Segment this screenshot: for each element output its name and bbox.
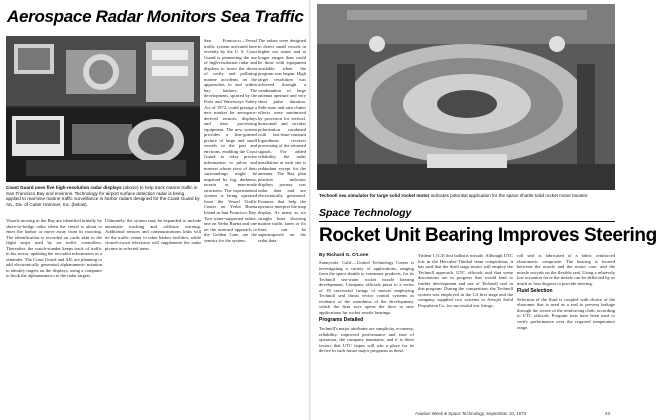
- photo-caption-radar: [6, 185, 200, 207]
- subhead-programs: Programs Detailed: [319, 317, 364, 324]
- caption-lead: Technoll sea simulator for large solid rocket motor: [319, 193, 430, 198]
- page-number: 43: [605, 411, 610, 416]
- caption-body: indicates potential application for the space shuttle solid rocket motor booster.: [429, 193, 589, 198]
- section-label: Space Technology: [319, 207, 412, 219]
- right-page: [311, 0, 657, 420]
- column-text: Selection of the fluid is coupled with choice of the elastomer that is used as a seal to prevent leakage through the weave of the reinforcing cloth, according to UTC officials. Program tests have been used to verify performance over the required temperature range.: [517, 296, 615, 330]
- column-text: Ultimately, the system may be expanded to include automatic tracking and collision warning. Additional sensors and communications links will tie the traffic center to other harbor facilities, while closed-circuit television will supplement the radar picture in selected areas.: [105, 218, 201, 251]
- column-text: Technoll's major attributes are simplicity, economy, reliability, improved performance and ease of operation, the company maintains, and it is these factors that UTC hopes will win a place for its device in such future major programs as these.: [319, 326, 414, 354]
- rocket-photo-illustration: [317, 4, 615, 190]
- column-text: Sunnyvale, Calif.—United Technology Center is investigating a variety of applications, ranging from the space shuttle to consumer products, for its Technoll sea-water rocket nozzle bearing development. Company officials point to a series of 18 successful firings of motors employing Technoll seal thrust vector control systems as evidence of the soundness of the development, which the firm says opens the door to new applications for rocket nozzle bearings.: [319, 260, 414, 315]
- byline: By Richard G. O'Lone: [319, 253, 369, 258]
- radar-photo-illustration: [6, 36, 200, 182]
- caption-body: (above) to help track marine traffic in San Francisco Bay and environs. Technology for airport surface detection radar is being applied to real-time marine traffic surveillance in harbor radars designed for the Coast Guard by AIL, Div. of Cutler Hammer, Inc. (below).: [6, 185, 200, 207]
- article-column-2: [105, 218, 201, 414]
- article-title-radar: Aerospace Radar Monitors Sea Traffic: [7, 7, 304, 26]
- article-column-4: [258, 38, 306, 414]
- column-text: roll seal is fabricated of a fabric reinforced elastomeric composite. The bearing is located between the nozzle and the motor case, and the nozzle swivels on the flexible seal. Using a relatively low actuation force the nozzle can be deflected by as much as four degrees to provide steering.: [517, 253, 615, 286]
- article-title-rocket: Rocket Unit Bearing Improves Steering: [319, 225, 657, 246]
- rocket-column-2: [418, 253, 513, 408]
- photo-radar-control-room: [6, 36, 200, 182]
- rocket-column-3: [517, 253, 615, 408]
- column-text: Vessels moving in the Bay are identified initially by shore-to-bridge radio when the vessel is about to enter the harbor or move away from its mooring. The identification is recorded on cards akin to the flight strips used by air traffic controllers. Thereafter, the watch-stander keeps track of traffic in his sector, updating the recorded information as a reminder. The Coast Guard and AIL are planning to add electronically generated alphanumeric notation to identify targets on the displays, using a computer to hook the alphanumerics to the radar targets.: [6, 218, 102, 279]
- article-column-1: [6, 218, 102, 414]
- left-page: [0, 0, 309, 420]
- subhead-fluid: Fluid Selection: [517, 288, 553, 295]
- column-text: San Francisco—Vessel traffic system activated here recently by the U. S. Coast Guard is pioneering the use of high-resolution radar and displays to lower the threat of costly and polluting marine accidents on the approaches to and within bay harbors. The development, spurred by the Ports and Waterways Safety Act of 1972, could presage a new market for aerospace-derived sensors, displays and data processing equipment. The new system provides a fine-grained picture of large and small vessels in the port and environs, enabling the Coast Guard to relay precise information to pilots and masters whose view of their surroundings might be impaired by fog, darkness, terrain or man-made structures. The experimental system is being operated from the Vessel Traffic Center on Yerba Buena Island in San Francisco Bay. Two water-supported radars, one on Yerba Buena and one on the seaward approach to the Golden Gate, are the sensors for the system.: [204, 38, 257, 243]
- column-text: Trident 1 (C4) first ballistic missile. Although UTC lost in the Hercules-Thiokol team competition, it has said that the third stage motor will employ the Technoll approach. UTC officials said that some discussions are in progress that would lead to further development and use of Technoll seal in this program. During the competition, the Technoll system was employed in the C4 first stage and the company supplied two systems to Aerojet Solid Propulsion Co. for successful test firings.: [418, 253, 513, 308]
- photo-caption-rocket: [319, 193, 615, 199]
- section-rule: [319, 221, 615, 222]
- rocket-column-1: [319, 260, 414, 408]
- page-footer: Aviation Week & Space Technology, September 10, 1973: [415, 411, 526, 416]
- article-column-3: [204, 38, 257, 414]
- photo-rocket-simulator: [317, 4, 615, 190]
- caption-lead: Coast Guard uses five high-resolution radar displays: [6, 185, 122, 190]
- column-text: The radars were designed to detect small vessels in higher sea states and at longer ranges than could be done with equipment available when the program was begun. High target resolution was achieved through a combination of large antenna aperture and very short pulse duration. Side-state and rain clutter effects were minimized by provision for vertical, horizontal and circular polarization combined with fast-time-constant logarithmic receiver processing of the returned signals. For added reliability, the radar installation at each site is redundant except for the antenna. The Bay plan position indicator displays portray raw radar data and are electronically generated. Features that help the operator interpret the map display. As many as six straight lines showing marine traffic lanes or fix lines can be superimposed on the radar data.: [258, 38, 306, 243]
